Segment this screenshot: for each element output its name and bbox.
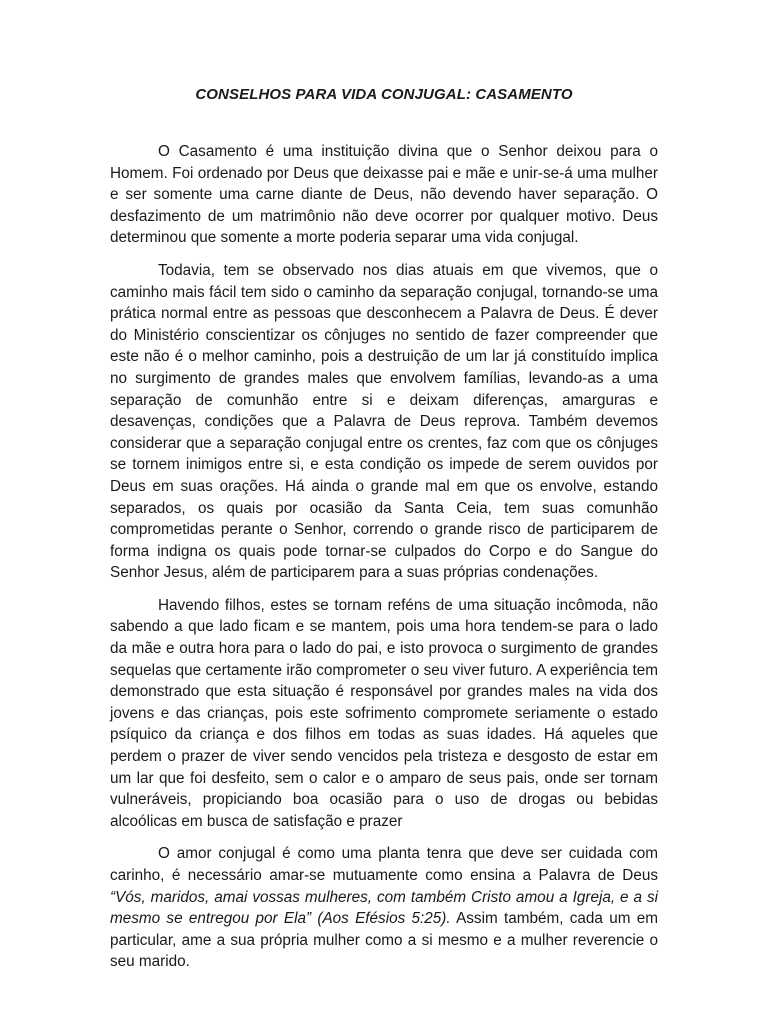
paragraph-3: Havendo filhos, estes se tornam reféns de uma situação incômoda, não sabendo a que lado ficam e se mantem, pois uma hora tendem-se para o lado da mãe e outra hora para o lado do pai, e isto provoca o surgimento de grandes sequelas que certamente irão comprometer o seu viver futuro. A experiência tem demonstrado que esta situação é responsável por grandes males na vida dos jovens e das crianças, pois este sofrimento compromete seriamente o estado psíquico da criança e dos filhos em todas as suas idades. Há aqueles que perdem o prazer de viver sendo vencidos pela tristeza e desgosto de estar em um lar que foi desfeito, sem o calor e o amparo de seus pais, onde ser tornam vulneráveis, propiciando boa ocasião para o uso de drogas ou bebidas alcoólicas em busca de satisfação e prazer — [110, 596, 658, 830]
document-page — [110, 86, 658, 984]
paragraph-1: O Casamento é uma instituição divina que o Senhor deixou para o Homem. Foi ordenado por Deus que deixasse pai e mãe e unir-se-á uma mulher e ser somente uma carne diante de Deus, não devendo haver separação. O desfazimento de um matrimônio não deve ocorrer por qualquer motivo. Deus determinou que somente a morte poderia separar uma vida conjugal. — [110, 143, 658, 247]
paragraph-4 — [110, 843, 658, 973]
bible-quote: “Vós, maridos, amai vossas mulheres, com também Cristo amou a Igreja, e a si mesmo se entregou por Ela” (Aos Efésios 5:25). — [110, 888, 658, 928]
paragraph-4-intro: O amor conjugal é como uma planta tenra que deve ser cuidada com carinho, é necessário amar-se mutuamente como ensina a Palavra de Deus — [110, 845, 658, 884]
paragraph-4-outro: Assim também, cada um em particular, ame a sua própria mulher como a si mesmo e a mulher reverencie o seu marido. — [110, 910, 658, 971]
document-title: CONSELHOS PARA VIDA CONJUGAL: CASAMENTO — [195, 86, 573, 103]
paragraph-2: Todavia, tem se observado nos dias atuais em que vivemos, que o caminho mais fácil tem sido o caminho da separação conjugal, tornando-se uma prática normal entre as pessoas que desconhecem a Palavra de Deus. É dever do Ministério conscientizar os cônjuges no sentido de fazer compreender que este não é o melhor caminho, pois a destruição de um lar já constituído implica no surgimento de grandes males que envolvem famílias, levando-as a uma separação de comunhão entre si e deixam diferenças, amarguras e desavenças, condições que a Palavra de Deus reprova. Também devemos considerar que a separação conjugal entre os crentes, faz com que os cônjuges se tornem inimigos entre si, e esta condição os impede de serem ouvidos por Deus em suas orações. Há ainda o grande mal em que os envolve, estando separados, os quais por ocasião da Santa Ceia, tem suas comunhão comprometidas perante o Senhor, correndo o grande risco de participarem de forma indigna os quais pode tornar-se culpados do Corpo e do Sangue do Senhor Jesus, além de participarem para a suas próprias condenações. — [110, 261, 658, 582]
